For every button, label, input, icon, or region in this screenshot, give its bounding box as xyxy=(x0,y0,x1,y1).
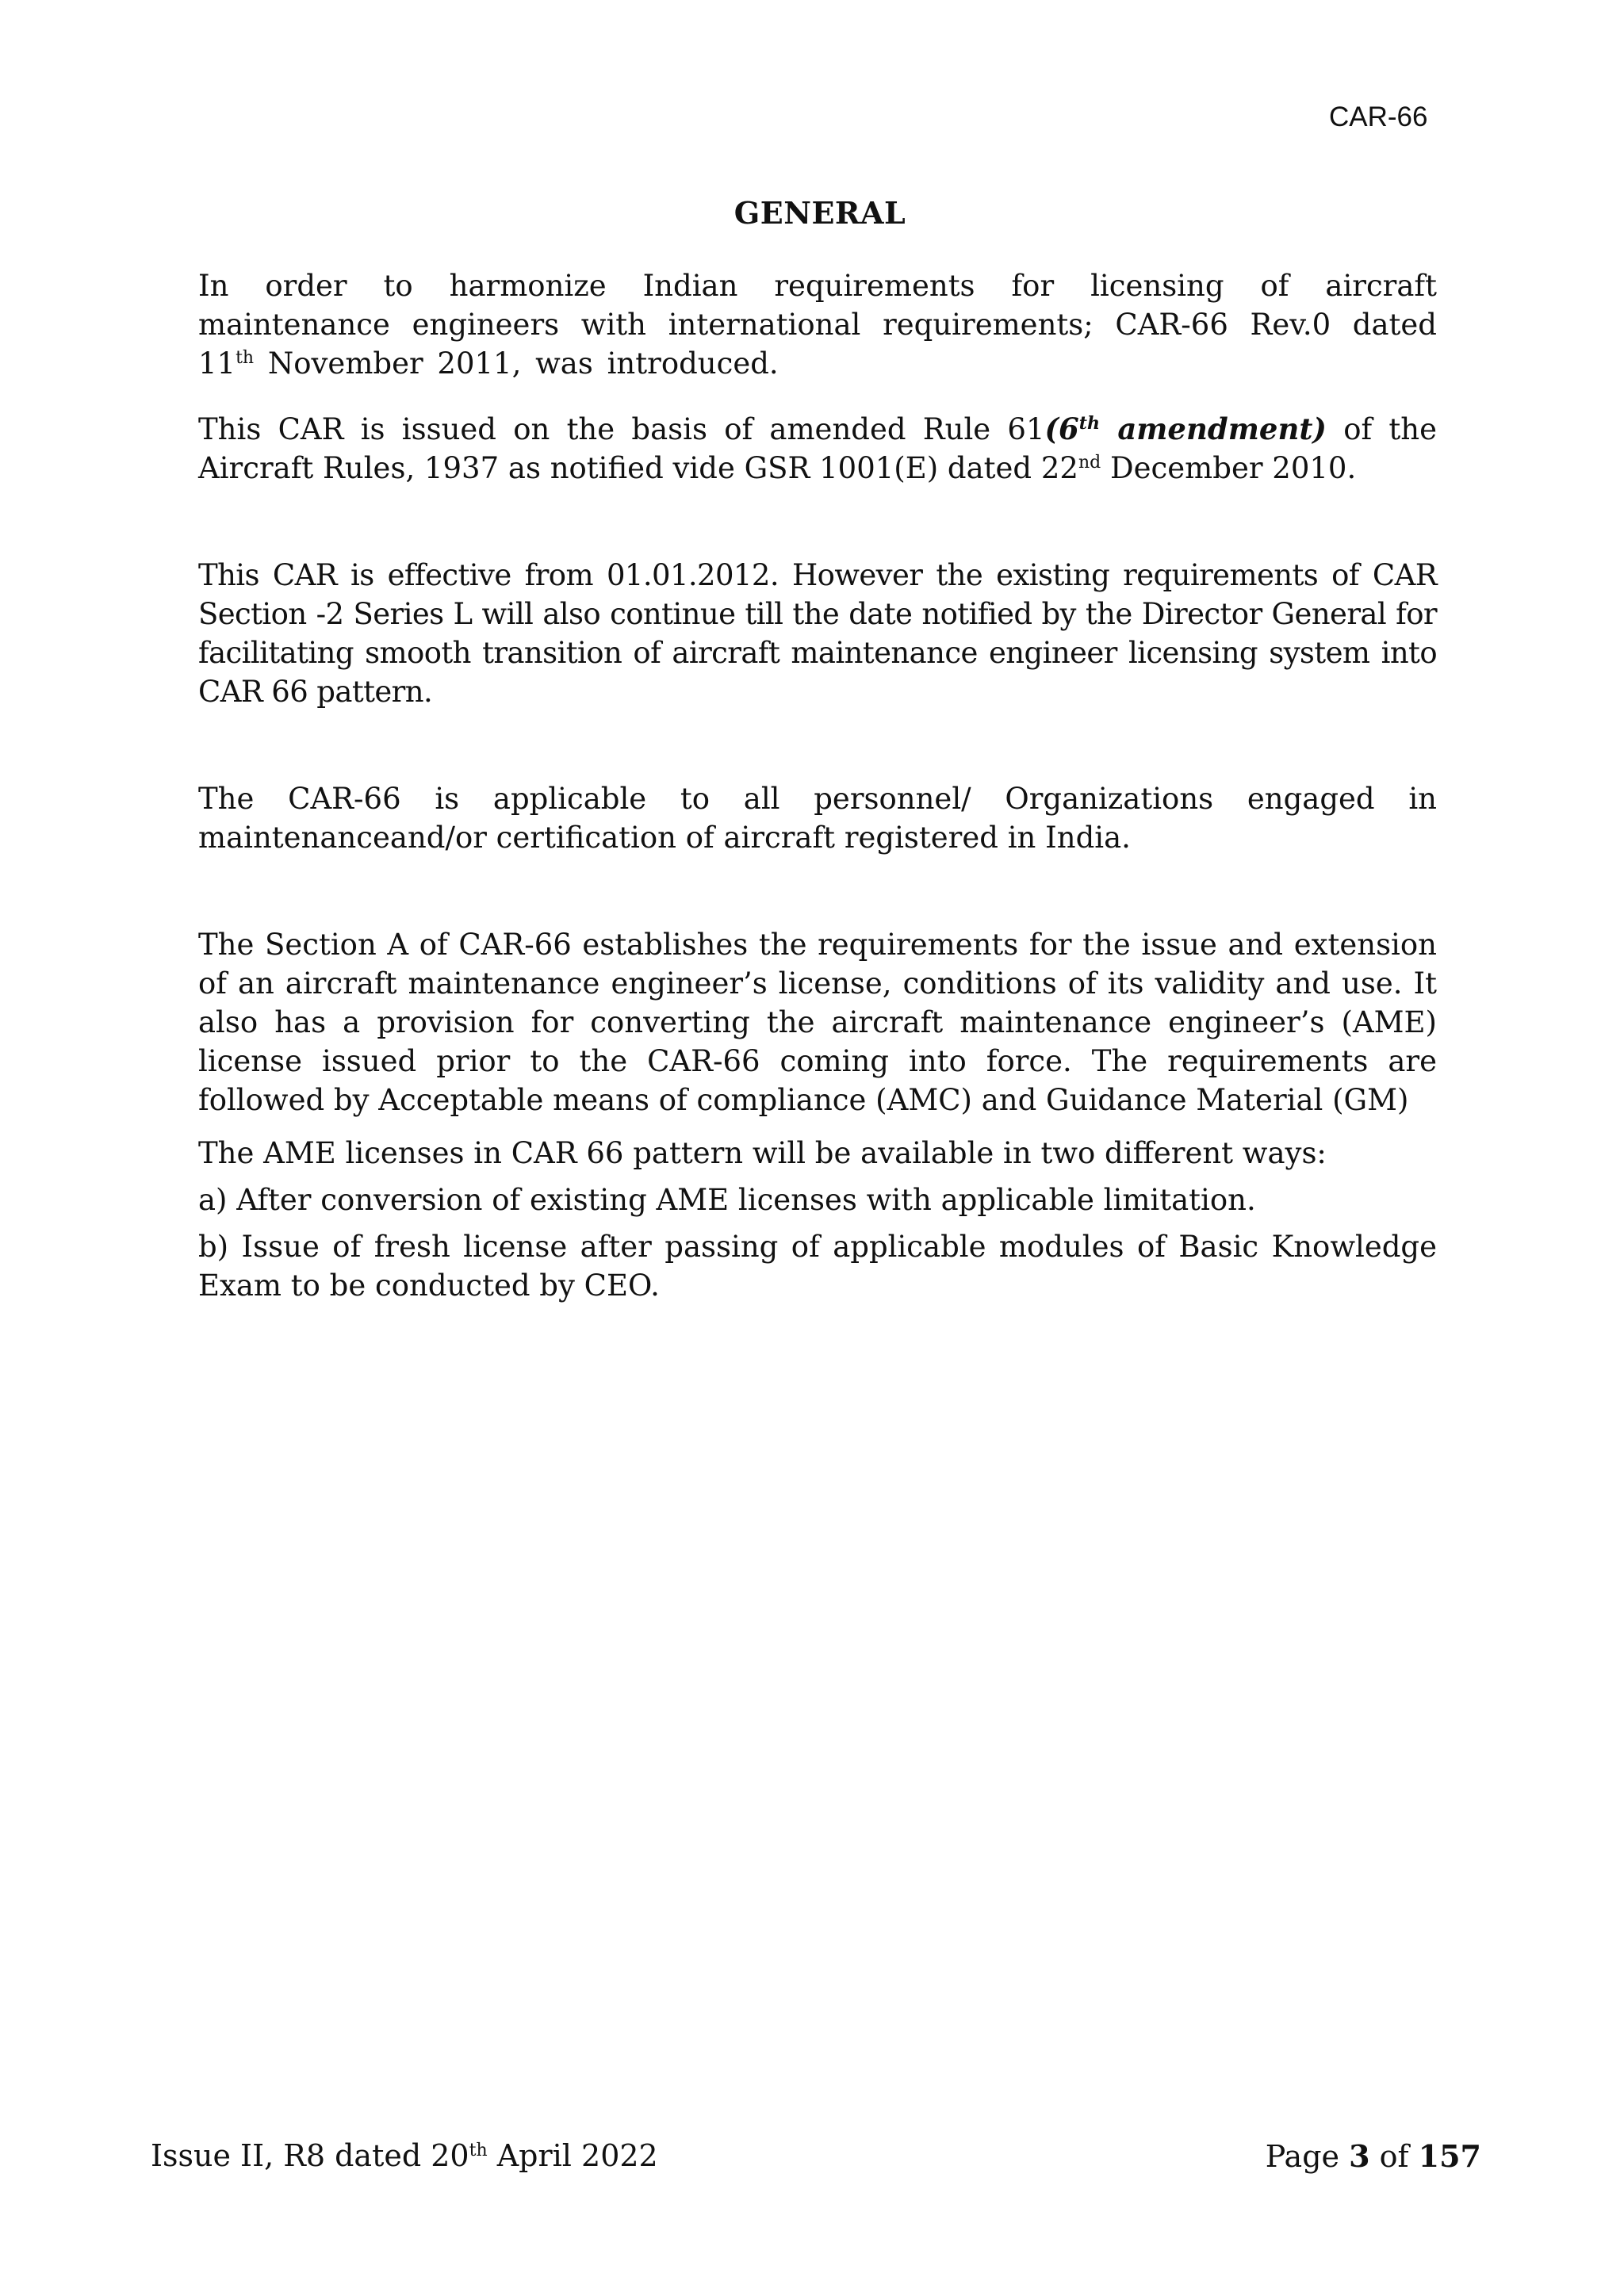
superscript: th xyxy=(469,2141,488,2160)
footer-issue xyxy=(151,2138,658,2173)
paragraph-license-ways: The AME licenses in CAR 66 pattern will be available in two different ways: xyxy=(198,1136,1327,1170)
total-pages: 157 xyxy=(1418,2138,1481,2174)
emphasis-text: amendment) xyxy=(1099,411,1327,446)
paragraph-basis xyxy=(198,410,1437,488)
paragraph-effective: This CAR is effective from 01.01.2012. However the existing requirements of CAR Section -2 Series L will also continue till the date notified by the Director General for facilitating smooth transition of aircraft maintenance engineer licensing system into CAR 66 pattern. xyxy=(198,558,1437,709)
current-page: 3 xyxy=(1349,2138,1370,2174)
footer-text: Issue II, R8 dated 20 xyxy=(151,2138,469,2173)
page-title: GENERAL xyxy=(733,195,906,231)
paragraph-text: of the Aircraft Rules, 1937 as notified vide GSR 1001(E) dated 22 xyxy=(198,412,1437,485)
paragraph-harmonize xyxy=(198,266,1437,383)
footer-text: Page xyxy=(1265,2139,1350,2174)
document-body xyxy=(198,266,1437,1313)
paragraph-applicability: The CAR-66 is applicable to all personnel/ Organizations engaged in maintenanceand/or certification of aircraft registered in India. xyxy=(198,782,1437,855)
document-code: CAR-66 xyxy=(1329,101,1428,132)
emphasis-text: (6 xyxy=(1044,411,1079,446)
page-number xyxy=(1266,2138,1481,2174)
list-item: b) Issue of fresh license after passing of applicable modules of Basic Knowledge Exam to be conducted by CEO. xyxy=(198,1230,1437,1303)
list-item: a) After conversion of existing AME licenses with applicable limitation. xyxy=(198,1183,1256,1217)
paragraph-text: In order to harmonize Indian requirements for licensing of aircraft maintenance engineers with international requirements; CAR-66 Rev.0 dated 11 xyxy=(198,269,1437,381)
footer-text: of xyxy=(1369,2139,1419,2174)
paragraph-text: November 2011, was introduced. xyxy=(254,346,779,381)
superscript: th xyxy=(236,348,255,368)
paragraph-text: This CAR is issued on the basis of amended Rule 61 xyxy=(198,412,1045,446)
superscript: nd xyxy=(1078,453,1101,473)
amendment-emphasis xyxy=(1045,411,1327,446)
superscript: th xyxy=(1078,413,1100,434)
footer-text: April 2022 xyxy=(487,2138,658,2173)
paragraph-text: December 2010. xyxy=(1101,451,1357,485)
paragraph-section-a: The Section A of CAR-66 establishes the requirements for the issue and extension of an aircraft maintenance engineer’s license, conditions of its validity and use. It also has a provision for converting the aircraft maintenance engineer’s (AME) license issued prior to the CAR-66 coming into force. The requirements are followed by Acceptable means of compliance (AMC) and Guidance Material (GM) xyxy=(198,928,1437,1117)
